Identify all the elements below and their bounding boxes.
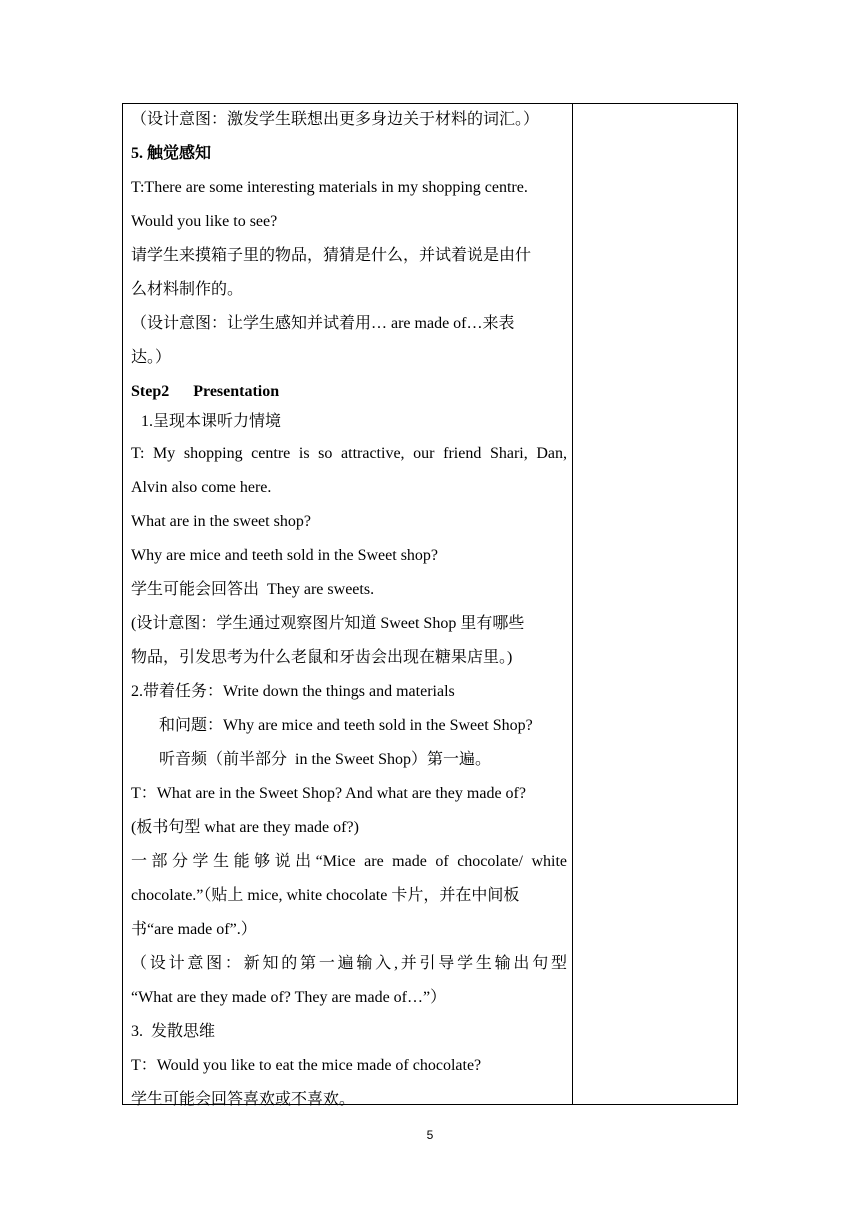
page-number: 5 [426, 1128, 434, 1142]
notes-column [573, 104, 737, 1104]
teacher-line: T:There are some interesting materials in my shopping centre. [131, 179, 528, 196]
design-intent-3: (设计意图：学生通过观察图片知道 Sweet Shop 里有哪些 [131, 615, 525, 632]
design-intent-2: （设计意图：让学生感知并试着用… are made of…来表 [131, 315, 515, 332]
design-intent-3-cont: 物品，引发思考为什么老鼠和牙齿会出现在糖果店里。) [131, 649, 513, 666]
instruction-line: 请学生来摸箱子里的物品，猜猜是什么，并试着说是由什 [131, 247, 532, 264]
design-intent-4: （设计意图：新知的第一遍输入,并引导学生输出句型 [131, 955, 567, 972]
student-response-line: 一部分学生能够说出“Mice are made of chocolate/ white [131, 853, 567, 870]
student-response-line: 书“are made of”.） [131, 921, 257, 938]
teacher-line: T：What are in the Sweet Shop? And what are they made of? [131, 785, 526, 802]
design-intent-2-cont: 达。） [131, 349, 172, 366]
step2-heading: Step2 Presentation [131, 383, 280, 400]
design-intent-4-cont: “What are they made of? They are made of…”） [131, 989, 447, 1006]
teacher-line: Would you like to see? [131, 213, 278, 230]
question-line: Why are mice and teeth sold in the Sweet shop? [131, 547, 439, 564]
audio-line: 听音频（前半部分 in the Sweet Shop）第一遍。 [159, 751, 491, 768]
teacher-line: T：Would you like to eat the mice made of chocolate? [131, 1057, 482, 1074]
student-answer-line: 学生可能会回答喜欢或不喜欢。 [131, 1091, 356, 1108]
instruction-line: 么材料制作的。 [131, 281, 244, 298]
task-question-line: 和问题：Why are mice and teeth sold in the Sweet Shop? [159, 717, 533, 734]
student-response-line: chocolate.”（贴上 mice, white chocolate 卡片，并在中间板 [131, 887, 520, 904]
teacher-line: T: My shopping centre is so attractive, our friend Shari, Dan, [131, 445, 567, 462]
teacher-line: Alvin also come here. [131, 479, 272, 496]
divergent-thinking-heading: 3. 发散思维 [131, 1023, 216, 1040]
lesson-plan-table [122, 103, 738, 1108]
section-heading-tactile: 5. 触觉感知 [131, 145, 212, 162]
listening-context-heading: 1.呈现本课听力情境 [141, 413, 282, 430]
task-line: 2.带着任务：Write down the things and materials [131, 683, 455, 700]
design-intent-1: （设计意图：激发学生联想出更多身边关于材料的词汇。） [131, 111, 540, 128]
question-line: What are in the sweet shop? [131, 513, 311, 530]
board-writing-line: (板书句型 what are they made of?) [131, 819, 359, 836]
student-answer-line: 学生可能会回答出 They are sweets. [131, 581, 375, 598]
